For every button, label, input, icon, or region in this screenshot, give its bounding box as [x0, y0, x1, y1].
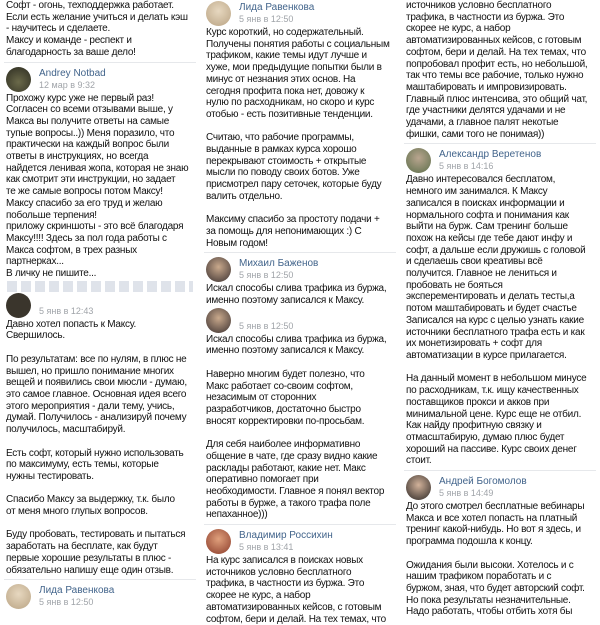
- review-text: Искал способы слива трафика из буржа, именно поэтому записался к Максу. Наверно многим будет полезно, что Макс работает со-своим софтом, незасимым от сторонних разработчиков, достаточно быстро вносят корректировки по-просьбам. Для себя наиболее информативно общение в чате, где сразу видно какие расклады работают, какие нет. Макс оперативно помогает при необходимости. Главное я понял вектор работы в бурже, а такого трафа поле непаханное))): [206, 333, 387, 521]
- author-name[interactable]: Andrey Notbad: [39, 67, 106, 79]
- post-date[interactable]: 5 янв в 13:41: [239, 542, 294, 553]
- author-name[interactable]: Михаил Баженов: [239, 258, 319, 270]
- author-name[interactable]: Владимир Россихин: [239, 530, 333, 542]
- review-header: [6, 583, 200, 610]
- review-text: До этого смотрел бесплатные вебинары Макса и все хотел попасть на платный тренинг какой-нибудь. Но вот я здесь, и программа подошла к концу. Ожидания были высоки. Хотелось и с нашим трафиком поработать и с буржом, зная, что будет авторский софт. Но пока результаты незначительные. Надо работать, чтобы отбить хотя бы: [406, 501, 585, 618]
- divider: [204, 252, 396, 253]
- review-text: источников условно бесплатного трафика, в частности из буржа. Это скорее не курс, а набор автоматизированных кейсов, с готовым софтом, бери и делай. На тех темах, что попробовал профит есть, но небольшой, так что темы все рабочие, только нужно маштабировать и импровизировать. Главный плюс интенсива, это общий чат, где участники делятся удачами и не удачами, а главное палят некотые фишки, сами того не понимая)): [406, 0, 588, 140]
- avatar[interactable]: [206, 257, 231, 282]
- post-date[interactable]: 5 янв в 12:50: [39, 597, 94, 608]
- review-header: [406, 147, 600, 174]
- reviews-column-2: [200, 0, 400, 625]
- review-text: Давно хотел попасть к Максу. Свершилось. По результатам: все по нулям, в плюс не вышел, но пришло понимание многих вещей и появились свои мюсли - думаю, это самое главное. Основная идея всего этого мероприятия - дали тему, учись, думай. Получилось - анализируй почему получилось, масштабируй. Есть софт, который нужно использовать по максимуму, есть темы, которые нужны тестировать. Спасибо Максу за выдержку, т.к. было от меня много глупых вопросов. Буду пробовать, тестировать и пытаться заработать на бесплате, как будут первые хорошие результаты в плюс - обязательно напишу еще один отзыв.: [6, 318, 187, 576]
- avatar[interactable]: [206, 1, 231, 26]
- avatar[interactable]: [6, 293, 31, 318]
- review-header: [6, 66, 200, 93]
- author-name[interactable]: Андрей Богомолов: [439, 476, 527, 488]
- review-text: Софт - огонь, техподдержка работает. Если есть желание учиться и делать кэш - научитесь и сделаете. Максу и команде - респект и благодарность за ваше дело!: [6, 0, 188, 58]
- divider: [404, 470, 596, 471]
- post-date[interactable]: 5 янв в 12:43: [39, 305, 94, 316]
- review-header: [406, 474, 600, 501]
- reviews-column-1: [0, 0, 200, 610]
- post-date[interactable]: 5 янв в 14:16: [439, 161, 494, 172]
- review-text: Прохожу курс уже не первый раз! Согласен со всеми отзывами выше, у Макса вы получите ответы на самые тупые вопросы..)) Меня поразило, что практически на каждый вопрос были ответы в инструкциях, но всегда найдется ленивая жопа, которая не знаю как смотрит эти инструкции, но задает те же самые вопросы потом Максу! Максу спасибо за его труд и желаю побольше терпения! приложу скриншоты - это всё благодаря Максу!!!! Здесь за пол года работы с Макса софтом, в трех разных партнерках... В личку не пишите...: [6, 92, 189, 280]
- screenshot-thumbnail[interactable]: [7, 281, 193, 292]
- post-date[interactable]: 5 янв в 14:49: [439, 488, 494, 499]
- review-header: [206, 528, 400, 555]
- post-date[interactable]: 12 мар в 9:32: [39, 79, 96, 90]
- divider: [4, 62, 196, 63]
- avatar[interactable]: [206, 308, 231, 333]
- avatar[interactable]: [206, 529, 231, 554]
- author-name[interactable]: Лида Равенкова: [239, 2, 315, 13]
- review-header: [206, 256, 400, 283]
- review-text: На курс записался в поисках новых источников условно бесплатного трафика, в частности из буржа. Это скорее не курс, а набор автоматизированных кейсов, с готовым софтом, бери и делай. На тех темах, что: [206, 555, 386, 625]
- post-date[interactable]: 5 янв в 12:50: [239, 14, 294, 24]
- avatar[interactable]: [6, 67, 31, 92]
- review-text: Давно интересовался бесплатом, немного им занимался. К Максу записался в поисках информации и нормального софта и понимания как выйти на бурж. Сам тренинг больше похож на кейсы где тебе дают инфу и софт, а дальше если дружишь с головой и сделаешь свои креативы всё получится. Главное не лениться и пробовать не бояться эксперементировать и делать тесты,а потом маштабировать и будет счастье: [406, 174, 586, 315]
- author-name[interactable]: Лида Равенкова: [39, 585, 115, 597]
- avatar[interactable]: [406, 148, 431, 173]
- review-header: [206, 0, 400, 27]
- post-date[interactable]: 5 янв в 12:50: [239, 320, 294, 331]
- review-header: [6, 292, 200, 319]
- review-text: Курс короткий, но содержательный. Получены понятия работы с социальным трафиком, какие темы идут лучше и хуже, мои предыдущие попытки были в минус от незнания этих основ. На сегодня профита пока нет, довожу к нулю по расходникам, но скоро и курс отобью - есть позитивные тенденции. Считаю, что рабочие программы, выданные в рамках курса хорошо перекрывают стоимость + открытые мысли по поводу своих ботов. Уже присмотрел пару сеточек, которые буду валить отдельно. Максиму спасибо за простоту подачи + за помощь для непонимающих :) С Новым годом!: [206, 27, 390, 249]
- avatar[interactable]: [6, 584, 31, 609]
- review-header: [206, 307, 400, 334]
- divider: [204, 524, 396, 525]
- review-text: Записался на курс с целью узнать какие источники бесплатного трафа есть и как их монетизировать + софт для автоматизации в курсе прилагается. На данный момент в небольшом минусе по расходникам, т.к. ищу качественных поставщиков прокси и акков при минимальной цене. Курс еще не отбил. Как найду профитную связку и отмасштабирую, думаю плюс будет хороший на пассиве. Курс своих денег стоит.: [406, 314, 587, 467]
- review-text: Искал способы слива трафика из буржа, именно поэтому записался к Максу.: [206, 283, 387, 307]
- divider: [4, 579, 196, 580]
- divider: [404, 143, 596, 144]
- post-date[interactable]: 5 янв в 12:50: [239, 270, 294, 281]
- reviews-column-3: [400, 0, 600, 618]
- avatar[interactable]: [406, 475, 431, 500]
- author-name[interactable]: Александр Веретенов: [439, 149, 542, 161]
